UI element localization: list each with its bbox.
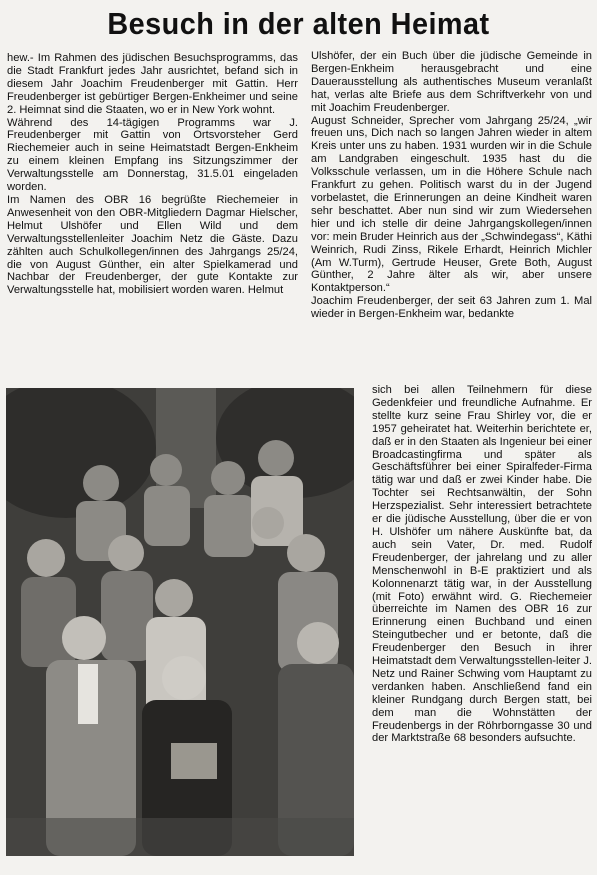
- paragraph: Joachim Freudenberger, der seit 63 Jahren zum 1. Mal wieder in Bergen-Enkheim war, bedankte: [311, 295, 592, 321]
- group-photo: [6, 388, 354, 856]
- headline: Besuch in der alten Heimat: [107, 6, 490, 41]
- paragraph: hew.- Im Rahmen des jüdischen Besuchsprogramms, das die Stadt Frankfurt jedes Jahr ausrichtet, befand sich in diesem Jahr Joachim Freudenberger mit Gattin. Herr Freudenberger ist gebürtiger Bergen-Enkheimer und seine 2. Heimnat sind die Staaten, wo er in New York wohnt.: [7, 52, 298, 116]
- paragraph: sich bei allen Teilnehmern für diese Gedenkfeier und freundliche Aufnahme. Er stellte kurz seine Frau Shirley vor, die er 1957 geheiratet hat. Weiterhin berichtete er, daß er in den Staaten als Ingenieur bei einer Broadcastingfirma und später als Geschäftsführer bei einer Spiralfeder-Firma tätig war und daß er zwei Kinder habe. Die Tochter sei Rechtsanwältin, der Sohn Herzspezialist. Sehr interessiert betrachtete er die jüdische Ausstellung, über die er von H. Ulshöfer um nähere Auskünfte bat, da auch sein Vater, Dr. med. Rudolf Freudenberger, der jahrelang und zu aller Menschenwohl in B-E praktiziert und als Kolonnenarzt tätig war, in der Ausstellung (mit Foto) erwähnt wird. G. Riechemeier überreichte im Namen des OBR 16 zur Erinnerung einen Buchband und einen Steingutbecher und er betonte, daß die Freudenberger den Besuch in ihrer Heimatstadt dem Verwaltungsstellen-leiter J. Netz und Rainer Schwing vom Hauptamt zu verdanken haben. Anschließend fand ein kleiner Rundgang durch Bergen statt, bei dem man die Wohnstätten der Freudenbergs in der Röhrborngasse 30 und der Marktstraße 68 besonders aufsuchte.: [372, 384, 592, 745]
- paragraph: Während des 14-tägigen Programms war J. Freudenberger mit Gattin von Ortsvorsteher Gerd Riechemeier auch in seine Heimatstadt Bergen-Enkheim zu einem kleinen Empfang ins Sitzungszimmer der Verwaltungsstelle am Donnerstag, 31.5.01 eingeladen worden.: [7, 116, 298, 194]
- paragraph: Ulshöfer, der ein Buch über die jüdische Gemeinde in Bergen-Enkheim herausgebracht und eine Dauerausstellung als authentisches Museum veranlaßt hat, verlas alte Briefe aus dem Schriftverkehr von und mit Joachim Freudenberger.: [311, 50, 592, 114]
- right-column-continued: [372, 384, 592, 745]
- paragraph: Im Namen des OBR 16 begrüßte Riechemeier in Anwesenheit von den OBR-Mitgliedern Dagmar Hielscher, Helmut Ulshöfer und Ellen Wild und dem Verwaltungsstellenleiter Joachim Netz die Gäste. Dazu zählten auch Schulkollegen/innen des Jahrgangs 25/24, die von August Günther, ein alter Spielkamerad und Nachbar der Freudenberger, der gute Kontakte zur Verwaltungsstelle hat, mobilisiert worden waren. Helmut: [7, 193, 298, 297]
- left-column: [7, 52, 298, 297]
- right-column: [311, 50, 592, 321]
- paragraph: August Schneider, Sprecher vom Jahrgang 25/24, „wir freuen uns, Dich nach so langen Jahren wieder in altem Kreis unter uns zu haben. 1931 wurden wir in die Schule am Landgraben eingeschult. 1935 hast du die Volksschule verlassen, um in die Höhere Schule nach Frankfurt zu gehen. Politisch warst du in der Jugend vorbelastet, die Erinnerungen an deine Kindheit waren sehr beschattet. Aber nun sind wir zum Wiedersehen hier und ich stelle dir deine Jahrgangskollegen/innen vor: mein Bruder Heinrich aus der „Schwindegass“, Käthi Weinrich, Rudi Zinss, Rikele Erhardt, Heinrich Michler (Am W.Turm), Gertrude Heuser, Grete Both, August Günther, 2 Jahre älter als wir, aber unsere Kontaktperson.“: [311, 114, 592, 295]
